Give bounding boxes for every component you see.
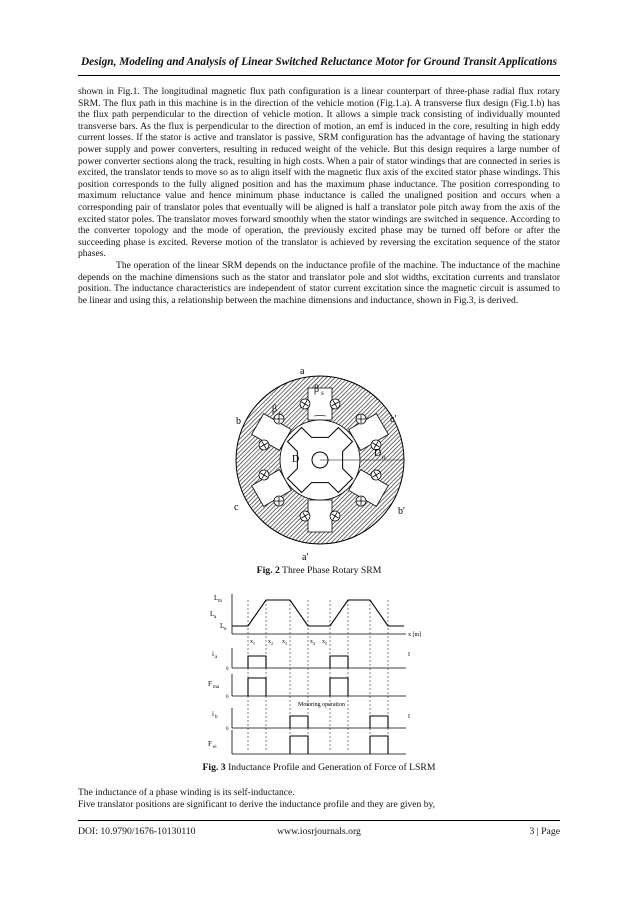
label-ib: i — [212, 710, 214, 718]
label-motoring: Motoring operation — [298, 702, 345, 708]
figure-3-caption — [0, 762, 638, 773]
label-Fma-sub: ma — [213, 685, 220, 690]
label-x4-sub: 4 — [313, 641, 315, 646]
label-ib-sub: b — [215, 715, 218, 720]
closing-text — [78, 787, 560, 810]
caption-label: Fig. 3 — [202, 762, 226, 773]
label-b-prime: b' — [398, 506, 405, 517]
header-rule — [78, 75, 560, 76]
footer-rule — [78, 820, 560, 821]
label-a-prime: a' — [302, 552, 309, 562]
label-ia-sub: a — [215, 655, 218, 660]
label-Do-sub: o — [382, 453, 386, 461]
label-zero-3: 0 — [226, 727, 229, 732]
footer-site: www.iosrjournals.org — [277, 826, 361, 837]
label-La-sub: a — [214, 615, 217, 620]
label-I-1: I — [408, 652, 410, 658]
footer-page-number: 3 | Page — [529, 826, 560, 837]
label-x3-sub: 3 — [285, 641, 287, 646]
figure-3-inductance-profile — [206, 590, 438, 756]
label-x2-sub: 2 — [271, 641, 273, 646]
label-c-prime: c' — [390, 414, 397, 425]
label-x5-sub: 5 — [325, 641, 327, 646]
label-a: a — [300, 366, 305, 377]
label-Do: D — [374, 448, 382, 459]
label-x3: x — [282, 639, 285, 645]
footer-doi: DOI: 10.9790/1676-10130110 — [78, 826, 196, 837]
text-line: Five translator positions are significant to derive the inductance profile and they are given by, — [78, 798, 436, 810]
label-x4: x — [310, 639, 313, 645]
paragraph: shown in Fig.1. The longitudinal magnetic flux path configuration is a linear counterpart of three-phase radial flux rotary SRM. The flux path in this machine is in the direction of the vehicle motion (Fig.1.a). A transverse flux design (Fig.1.b) has the flux path perpendicular to the direction of vehicle motion. It allows a simple track consisting of individually mounted transverse bars. As the flux is perpendicular to the direction of motion, an emf is induced in the core, resulting in high eddy current losses. If the stator is active and translator is passive, SRM configuration has the advantage of having the stationary power supply and power converters, resulting in reduced weight of the vehicle. But this design requires a large number of power converter sections along the track, resulting in high costs. When a pair of stator windings that are connected in series is excited, the translator tends to move so as to align itself with the magnetic flux axis of the excited stator phase windings. This position corresponds to the fully aligned position and has the maximum phase inductance. The position corresponding to maximum reluctance value and hence minimum phase inductance is called the unaligned position and occurs when a corresponding pair of translator poles that eventually will be aligned is half a translator pole pitch away from the axis of the excited stator poles. The translator moves forward smoothly when the stator windings are switched in sequence. According to the converter topology and the mode of operation, the previously excited phase may be turned off before or after the succeeding phase is excited. Reverse motion of the translator is achieved by reversing the excitation sequence of the stator phases. — [78, 86, 560, 260]
label-x-axis: x [m] — [408, 632, 422, 638]
text-line: The inductance of a phase winding is its self-inductance. — [78, 787, 295, 798]
label-Lu: L — [220, 622, 225, 630]
label-x1: x — [250, 639, 253, 645]
label-La: L — [210, 610, 215, 618]
label-Fb-sub: ei — [213, 745, 217, 750]
body-text — [78, 86, 560, 306]
paragraph: The operation of the linear SRM depends on the inductance profile of the machine. The inductance of the machine depends on the machine dimensions such as the stator and translator pole and slot widths, excitation currents and translator position. The inductance characteristics are independent of stator current excitation since the magnetic circuit is assumed to be linear and using this, a relationship between the machine dimensions and inductance, shown in Fig.3, is derived. — [78, 259, 560, 306]
label-c: c — [234, 502, 239, 513]
label-Fma: F — [208, 680, 212, 688]
label-Lm-sub: m — [218, 599, 222, 604]
figure-2-srm-diagram — [228, 364, 412, 562]
label-x5: x — [322, 639, 325, 645]
label-beta-s-sub: s — [321, 389, 324, 397]
label-x2: x — [268, 639, 271, 645]
label-x1-sub: 1 — [253, 641, 255, 646]
label-ia: i — [212, 650, 214, 658]
caption-text: Three Phase Rotary SRM — [279, 565, 382, 576]
label-beta-r: β — [272, 404, 278, 415]
caption-text: Inductance Profile and Generation of Force of LSRM — [225, 762, 436, 773]
label-Lu-sub: u — [224, 627, 227, 632]
label-beta-r-sub: r — [279, 409, 282, 417]
caption-label: Fig. 2 — [256, 565, 280, 576]
label-D: D — [292, 454, 300, 465]
running-header: Design, Modeling and Analysis of Linear Switched Reluctance Motor for Ground Transit Applications — [80, 56, 558, 68]
label-zero-1: 0 — [226, 667, 229, 672]
label-b: b — [236, 416, 241, 427]
label-I-2: I — [408, 714, 410, 720]
label-beta-s: β — [314, 384, 320, 395]
label-Fb: F — [208, 740, 212, 748]
label-Lm: L — [214, 594, 219, 602]
figure-2-caption — [0, 565, 638, 576]
label-zero-2: 0 — [226, 695, 229, 700]
